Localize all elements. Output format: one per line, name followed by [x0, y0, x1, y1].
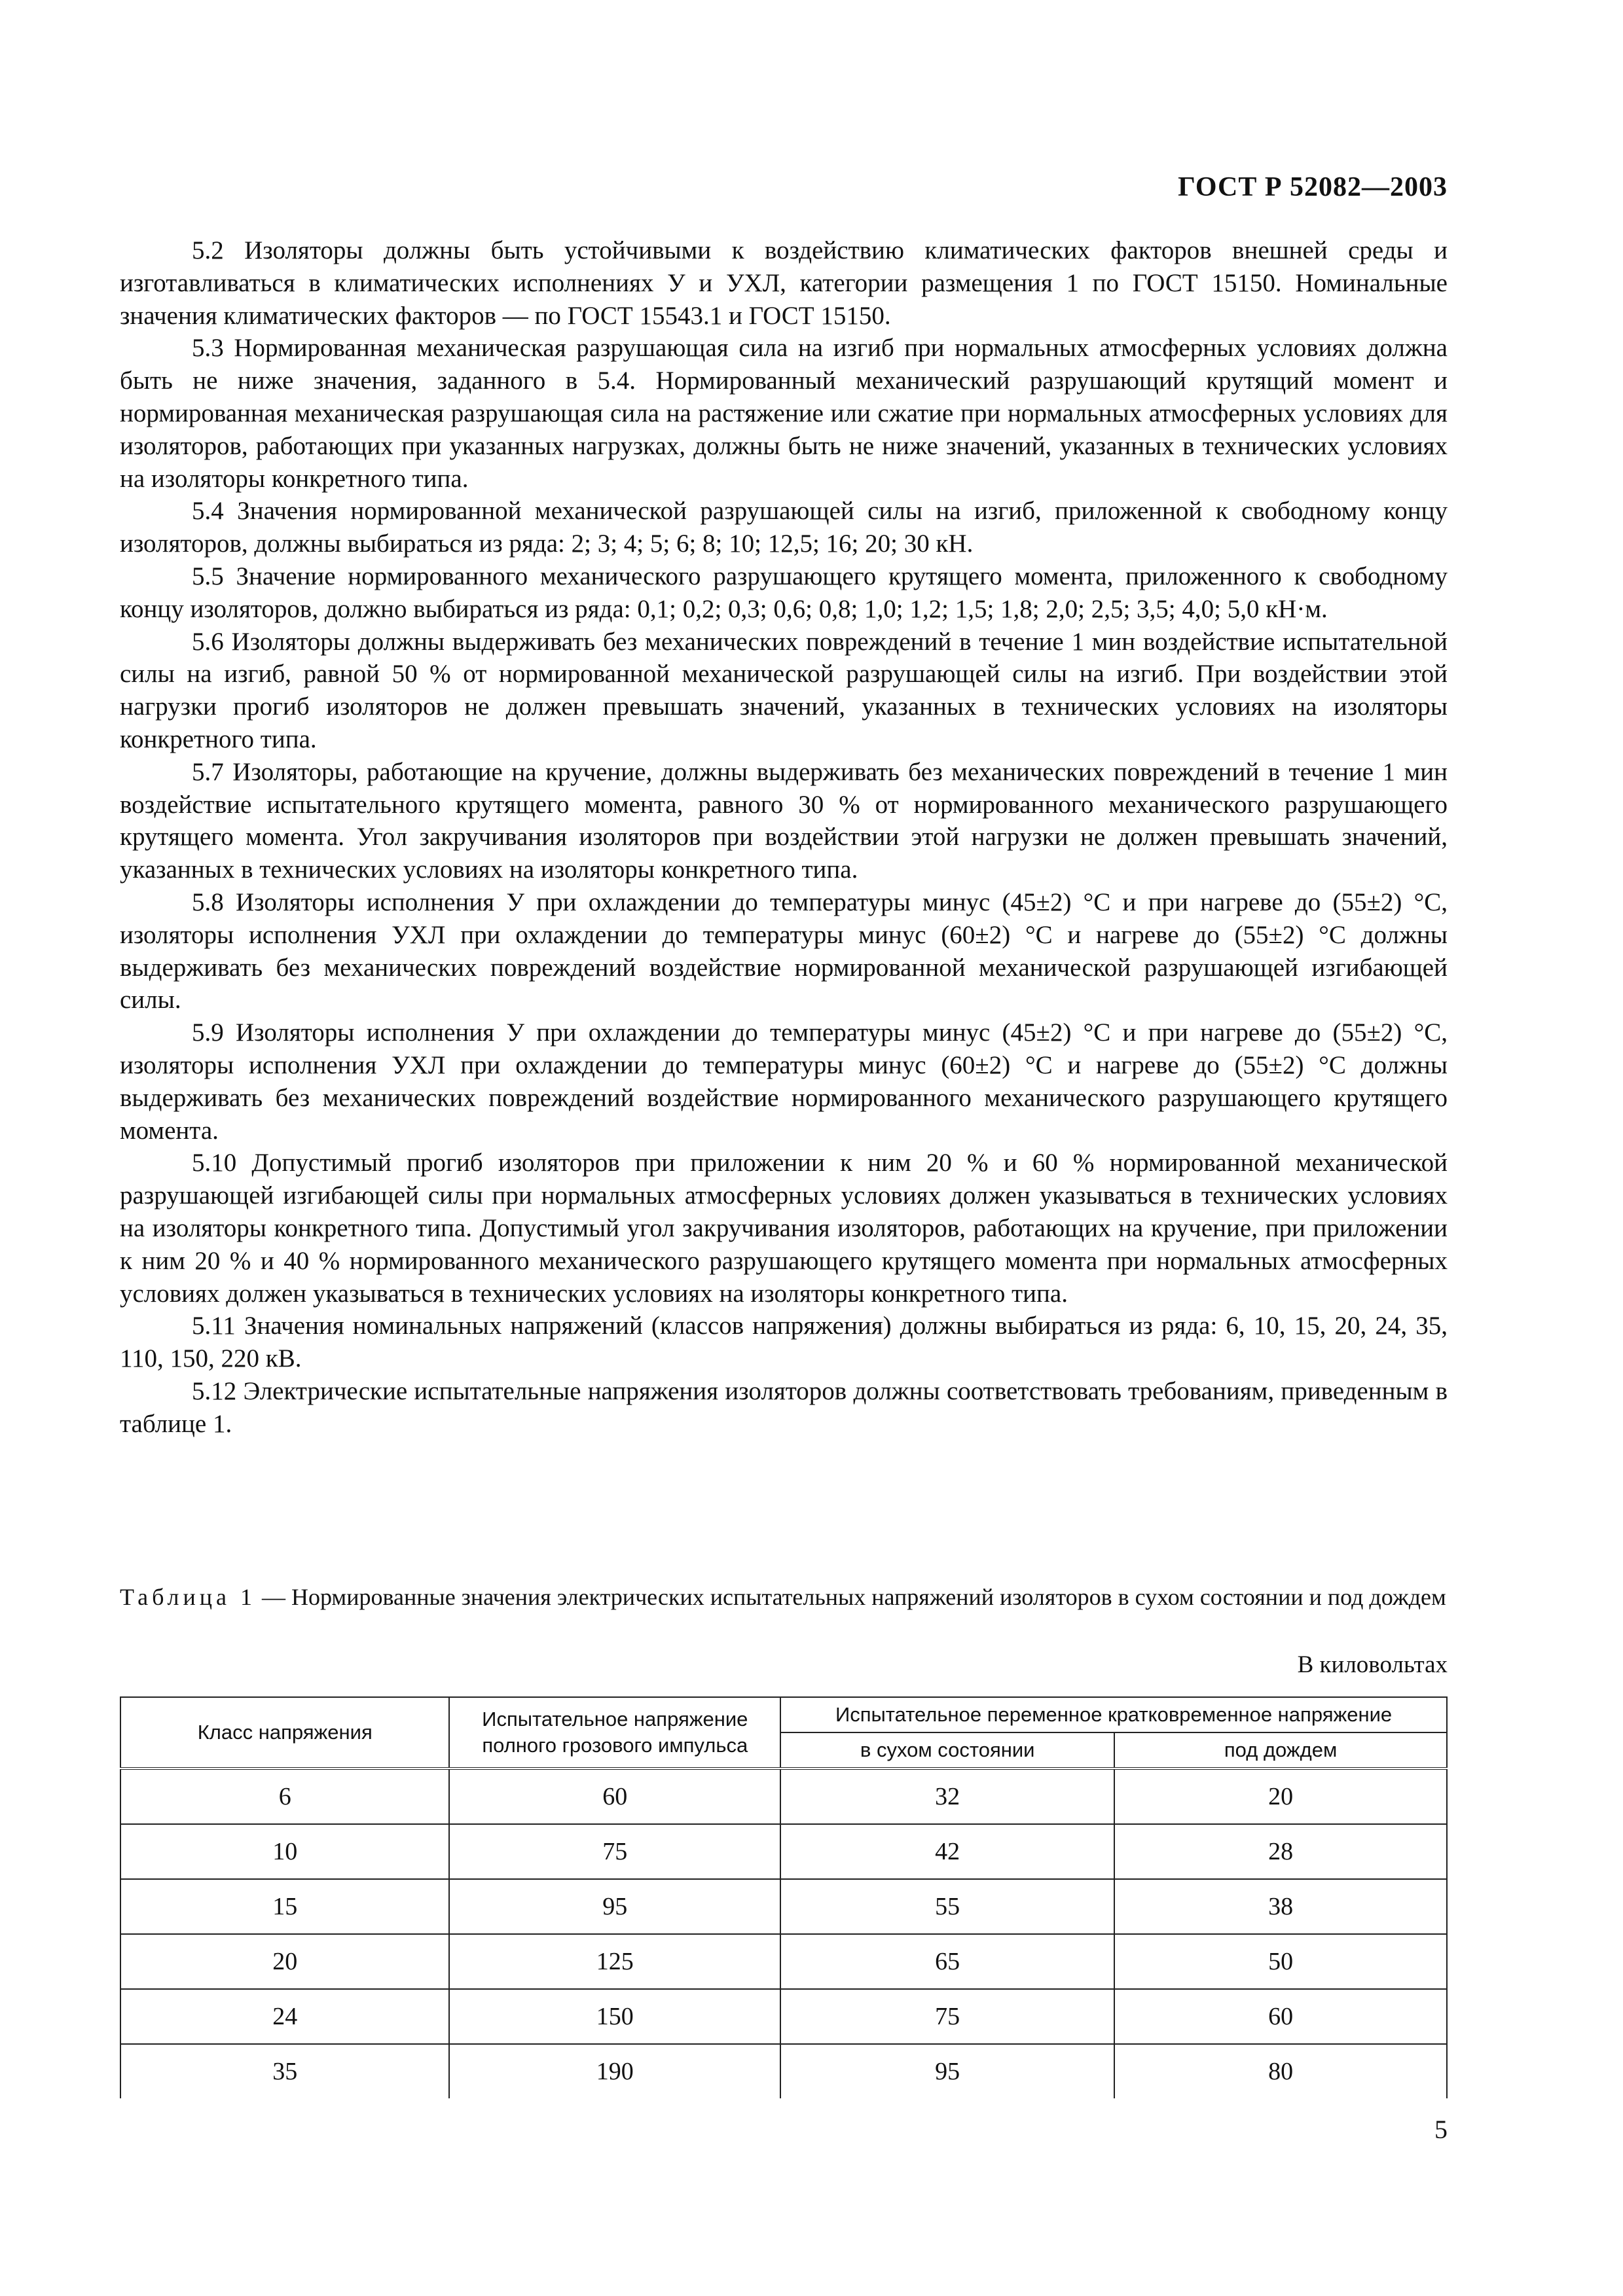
cell-wet: 60 — [1114, 1989, 1447, 2044]
table-label: Таблица 1 — [120, 1584, 256, 1610]
cell-impulse: 190 — [449, 2044, 780, 2098]
cell-class: 6 — [120, 1768, 449, 1824]
cell-class: 15 — [120, 1879, 449, 1934]
paragraph-5-6: 5.6 Изоляторы должны выдерживать без механических повреждений в течение 1 мин воздействие испытательной силы на изгиб, равной 50 % от нормированной механической разрушающей силы на изгиб. При воздействии этой нагрузки прогиб изоляторов не должен превышать значений, указанных в технических условиях на изоляторы конкретного типа. — [120, 627, 1448, 753]
cell-wet: 50 — [1114, 1934, 1447, 1989]
cell-dry: 65 — [780, 1934, 1114, 1989]
paragraph-5-11: 5.11 Значения номинальных напряжений (классов напряжения) должны выбираться из ряда: 6, 10, 15, 20, 24, 35, 110, 150, 220 кВ. — [120, 1312, 1448, 1373]
paragraph-5-10: 5.10 Допустимый прогиб изоляторов при приложении к ним 20 % и 60 % нормированной механической разрушающей изгибающей силы при нормальных атмосферных условиях должен указываться в технических условиях на изоляторы конкретного типа. Допустимый угол закручивания изоляторов, работающих на кручение, при приложении к ним 20 % и 40 % нормированного механического разрушающего крутящего момента при нормальных атмосферных условиях должен указываться в технических условиях на изоляторы конкретного типа. — [120, 1149, 1448, 1308]
cell-wet: 38 — [1114, 1879, 1447, 1934]
paragraph-5-8: 5.8 Изоляторы исполнения У при охлаждении до температуры минус (45±2) °С и при нагреве до (55±2) °С, изоляторы исполнения УХЛ при охлаждении до температуры минус (60±2) °С и нагреве до (55±2) °С должны выдерживать без механических повреждений воздействие нормированной механической разрушающей изгибающей силы. — [120, 888, 1448, 1014]
document-header: ГОСТ Р 52082—2003 — [1178, 172, 1448, 202]
table-row — [120, 1989, 1447, 2044]
paragraph-5-3: 5.3 Нормированная механическая разрушающая сила на изгиб при нормальных атмосферных условиях должна быть не ниже значения, заданного в 5.4. Нормированный механический разрушающий крутящий момент и нормированная механическая разрушающая сила на растяжение или сжатие при нормальных атмосферных условиях для изоляторов, работающих при указанных нагрузках, должны быть не ниже значений, указанных в технических условиях на изоляторы конкретного типа. — [120, 334, 1448, 493]
cell-impulse: 60 — [449, 1768, 780, 1824]
cell-dry: 75 — [780, 1989, 1114, 2044]
table-caption — [120, 1583, 1448, 1611]
paragraph-5-12: 5.12 Электрические испытательные напряжения изоляторов должны соответствовать требованиям, приведенным в таблице 1. — [120, 1376, 1448, 1438]
paragraph-5-4: 5.4 Значения нормированной механической разрушающей силы на изгиб, приложенной к свободному концу изоляторов, должны выбираться из ряда: 2; 3; 4; 5; 6; 8; 10; 12,5; 16; 20; 30 кН. — [120, 497, 1448, 558]
cell-impulse: 125 — [449, 1934, 780, 1989]
cell-impulse: 95 — [449, 1879, 780, 1934]
cell-dry: 55 — [780, 1879, 1114, 1934]
paragraph-5-9: 5.9 Изоляторы исполнения У при охлаждении до температуры минус (45±2) °С и при нагреве до (55±2) °С, изоляторы исполнения УХЛ при охлаждении до температуры минус (60±2) °С и нагреве до (55±2) °С должны выдерживать без механических повреждений воздействие нормированного механического разрушающего крутящего момента. — [120, 1018, 1448, 1145]
cell-wet: 80 — [1114, 2044, 1447, 2098]
cell-impulse: 150 — [449, 1989, 780, 2044]
cell-dry: 42 — [780, 1824, 1114, 1879]
header-voltage-class: Класс напряжения — [120, 1697, 449, 1768]
header-dry: в сухом состоянии — [780, 1732, 1114, 1768]
cell-class: 35 — [120, 2044, 449, 2098]
table-caption-text: — Нормированные значения электрических испытательных напряжений изоляторов в сухом состоянии и под дождем — [255, 1584, 1446, 1610]
header-wet: под дождем — [1114, 1732, 1447, 1768]
cell-wet: 20 — [1114, 1768, 1447, 1824]
cell-class: 10 — [120, 1824, 449, 1879]
body-text — [120, 234, 1448, 1440]
cell-dry: 32 — [780, 1768, 1114, 1824]
paragraph-5-5: 5.5 Значение нормированного механического разрушающего крутящего момента, приложенного к свободному концу изоляторов, должно выбираться из ряда: 0,1; 0,2; 0,3; 0,6; 0,8; 1,0; 1,2; 1,5; 1,8; 2,0; 2,5; 3,5; 4,0; 5,0 кН·м. — [120, 562, 1448, 623]
table-units: В киловольтах — [1297, 1651, 1448, 1678]
cell-dry: 95 — [780, 2044, 1114, 2098]
table-row — [120, 1934, 1447, 1989]
table-row — [120, 1768, 1447, 1824]
cell-wet: 28 — [1114, 1824, 1447, 1879]
cell-class: 24 — [120, 1989, 449, 2044]
header-impulse-voltage: Испытательное напряжение полного грозового импульса — [449, 1697, 780, 1768]
paragraph-5-2: 5.2 Изоляторы должны быть устойчивыми к воздействию климатических факторов внешней среды и изготавливаться в климатических исполнениях У и УХЛ, категории размещения 1 по ГОСТ 15150. Номинальные значения климатических факторов — по ГОСТ 15543.1 и ГОСТ 15150. — [120, 236, 1448, 330]
header-ac-voltage-group: Испытательное переменное кратковременное напряжение — [780, 1697, 1447, 1732]
table-row — [120, 2044, 1447, 2098]
table-row — [120, 1879, 1447, 1934]
voltage-table — [120, 1696, 1448, 2098]
page-number: 5 — [1434, 2115, 1448, 2144]
paragraph-5-7: 5.7 Изоляторы, работающие на кручение, должны выдерживать без механических повреждений в течение 1 мин воздействие испытательного крутящего момента, равного 30 % от нормированного механического разрушающего крутящего момента. Угол закручивания изоляторов при воздействии этой нагрузки не должен превышать значений, указанных в технических условиях на изоляторы конкретного типа. — [120, 757, 1448, 884]
cell-impulse: 75 — [449, 1824, 780, 1879]
table-row — [120, 1824, 1447, 1879]
cell-class: 20 — [120, 1934, 449, 1989]
